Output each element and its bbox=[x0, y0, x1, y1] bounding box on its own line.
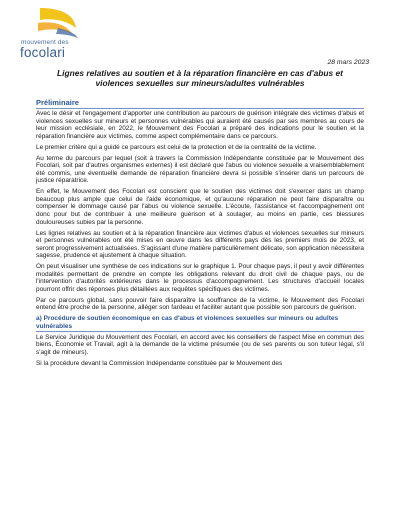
paragraph: Le Service Juridique du Mouvement des Focolari, en accord avec les conseillers de l'aspect Mise en commun des biens, Économie et Travail, agit à la demande de la victime présumée (ou de ses parents ou son tuteur légal, s'il s'agit de mineurs). bbox=[36, 333, 364, 356]
document-date: 28 mars 2023 bbox=[327, 59, 369, 66]
logo-line-2: focolari bbox=[20, 45, 66, 60]
focolari-logo-icon bbox=[36, 6, 80, 39]
paragraph: En effet, le Mouvement des Focolari est conscient que le soutien des victimes doit s'exercer dans un champ beaucoup plus ample que celui de l'aide économique, et qu'aucune réparation ne peut faire disparaître ou compenser le dommage causé par l'abus ou violence sexuelle. L'écoute, l'assistance et l'accompagnement ont donc pour but de contribuer à une meilleure guérison et à soulager, au moins en partie, ces blessures douloureuses subies par la personne. bbox=[36, 188, 364, 226]
section-heading-preliminary: Préliminaire bbox=[36, 98, 364, 109]
paragraph: On peut visualiser une synthèse de ces indications sur le graphique 1. Pour chaque pays, il peut y avoir différentes modalités permettant de prendre en compte les obligations relevant du droit civil de chaque pays, ou de l'intervention d'autorités extérieures dans le processus d'accompagnement. Les structures d'accueil locales pourront offrir des réponses plus détaillées aux requêtes spécifiques des victimes. bbox=[36, 263, 364, 293]
logo-line-1: mouvement des bbox=[21, 39, 69, 46]
document-title: Lignes relatives au soutien et à la réparation financière en cas d'abus et violences sexuelles sur mineurs/adultes vulnérables bbox=[57, 68, 343, 89]
subsection-heading-a: a) Procédure de soutien économique en cas d'abus et violences sexuelles sur mineurs ou adultes vulnérables bbox=[36, 315, 364, 332]
paragraph: Par ce parcours global, sans pouvoir faire disparaître la souffrance de la victime, le Mouvement des Focolari entend être proche de la personne, alléger son fardeau et faciliter autant que possible son parcours de guérison. bbox=[36, 296, 364, 312]
paragraph: Au terme du parcours par lequel (soit à travers la Commission Indépendante constituée par le Mouvement des Focolari, soit par d'autres organismes externes) il est déclaré que l'abus ou violence sexuelle a vraisemblablement été commis, une éventuelle demande de réparation financière devra si possible s'insérer dans un parcours de justice réparatrice. bbox=[36, 154, 364, 185]
paragraph: Les lignes relatives au soutien et à la réparation financière aux victimes d'abus et violences sexuelles sur mineurs et personnes vulnérables ont été mises en œuvre dans les différents pays dès les premiers mois de 2023, et seront progressivement actualisées. S'agissant d'une matière particulièrement délicate, son application nécessitera sagesse, prudence et ajustement à chaque situation. bbox=[36, 229, 364, 260]
paragraph: Avec le désir et l'engagement d'apporter une contribution au parcours de guérison intégrale des victimes d'abus et violences sexuelles sur mineurs et personnes vulnérables qui auraient été causés par ses membres au cours de leur mission ecclésiale, en 2022, le Mouvement des Focolari a préparé des indications pour le soutien et la réparation financière aux victimes, comme aspect complémentaire dans ce parcours. bbox=[36, 110, 364, 140]
paragraph: Le premier critère qui a guidé ce parcours est celui de la protection et de la centralité de la victime. bbox=[36, 143, 317, 151]
document-body bbox=[36, 110, 364, 370]
paragraph: Si la procédure devant la Commission Indépendante constituée par le Mouvement des bbox=[36, 359, 283, 367]
focolari-logo bbox=[20, 6, 100, 62]
